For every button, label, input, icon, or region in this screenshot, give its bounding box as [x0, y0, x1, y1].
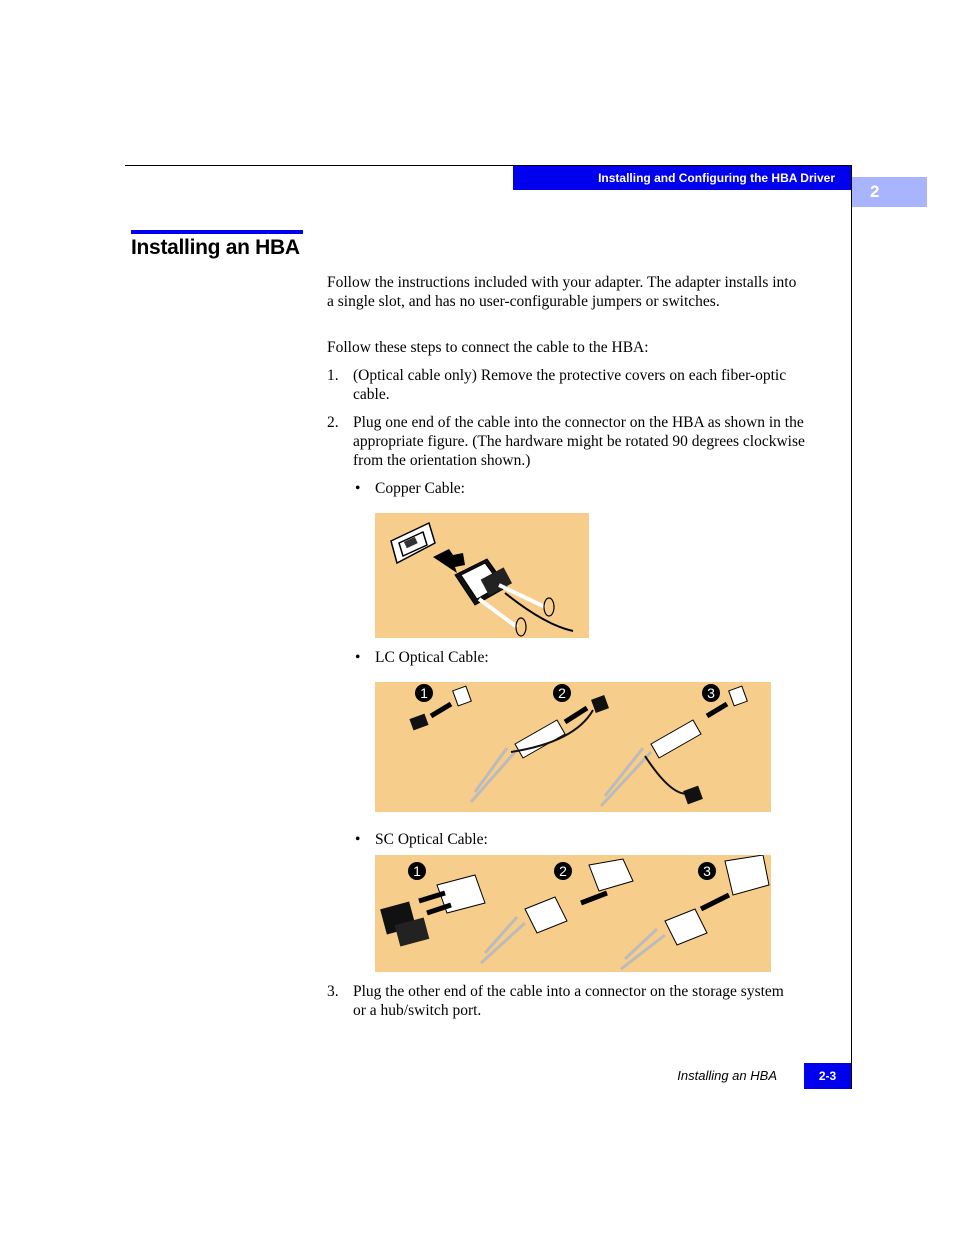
title-rule — [131, 230, 303, 234]
bullet-label-lc: LC Optical Cable: — [375, 649, 489, 666]
intro-paragraph: Follow the instructions included with your adapter. The adapter installs into a single slot, and has no user-configurable jumpers or switches. — [327, 274, 797, 310]
callout-3 — [702, 684, 720, 702]
callout-1 — [408, 862, 426, 880]
callout-2-label: 2 — [559, 863, 567, 879]
callout-2 — [553, 684, 571, 702]
bullet-label-copper: Copper Cable: — [375, 480, 465, 497]
copper-cable-illustration — [375, 513, 589, 638]
lc-optical-illustration — [375, 682, 771, 812]
footer-section: Installing an HBA — [677, 1068, 777, 1083]
margin-rule — [851, 165, 852, 1089]
step-text: Plug one end of the cable into the connector on the HBA as shown in the appropriate figure. (The hardware might be rotated 90 degrees clockwise from the orientation shown.) — [353, 414, 805, 469]
callout-3 — [698, 862, 716, 880]
bullet-label-sc: SC Optical Cable: — [375, 831, 488, 848]
steps-intro: Follow these steps to connect the cable to the HBA: — [327, 339, 649, 356]
running-header — [513, 166, 851, 190]
running-header-text: Installing and Configuring the HBA Driver — [598, 171, 835, 185]
callout-1-label: 1 — [413, 863, 421, 879]
lc-optical-figure — [375, 682, 771, 812]
sc-optical-illustration — [375, 855, 771, 972]
hba-connector — [391, 523, 435, 563]
callout-3-label: 3 — [703, 863, 711, 879]
step-number: 2. — [327, 414, 339, 431]
callout-2-label: 2 — [558, 685, 566, 701]
bullet-symbol: • — [355, 480, 361, 497]
copper-cable-plug — [455, 559, 512, 605]
page-number — [804, 1063, 851, 1089]
insert-arrow — [433, 549, 465, 573]
bullet-symbol: • — [355, 649, 361, 666]
copper-cable-figure — [375, 513, 589, 638]
step-number: 1. — [327, 367, 339, 384]
callout-1-label: 1 — [420, 685, 428, 701]
step-text: Plug the other end of the cable into a connector on the storage system or a hub/switch port. — [353, 983, 784, 1019]
sc-optical-figure — [375, 855, 771, 972]
chapter-number: 2 — [870, 182, 880, 201]
callout-3-label: 3 — [707, 685, 715, 701]
bullet-symbol: • — [355, 831, 361, 848]
step-number: 3. — [327, 983, 339, 1000]
step-text: (Optical cable only) Remove the protective covers on each fiber-optic cable. — [353, 367, 787, 403]
chapter-tab — [852, 177, 927, 207]
page-number-label: 2-3 — [818, 1069, 837, 1083]
callout-1 — [415, 684, 433, 702]
page-title: Installing an HBA — [131, 236, 300, 259]
callout-2 — [554, 862, 572, 880]
